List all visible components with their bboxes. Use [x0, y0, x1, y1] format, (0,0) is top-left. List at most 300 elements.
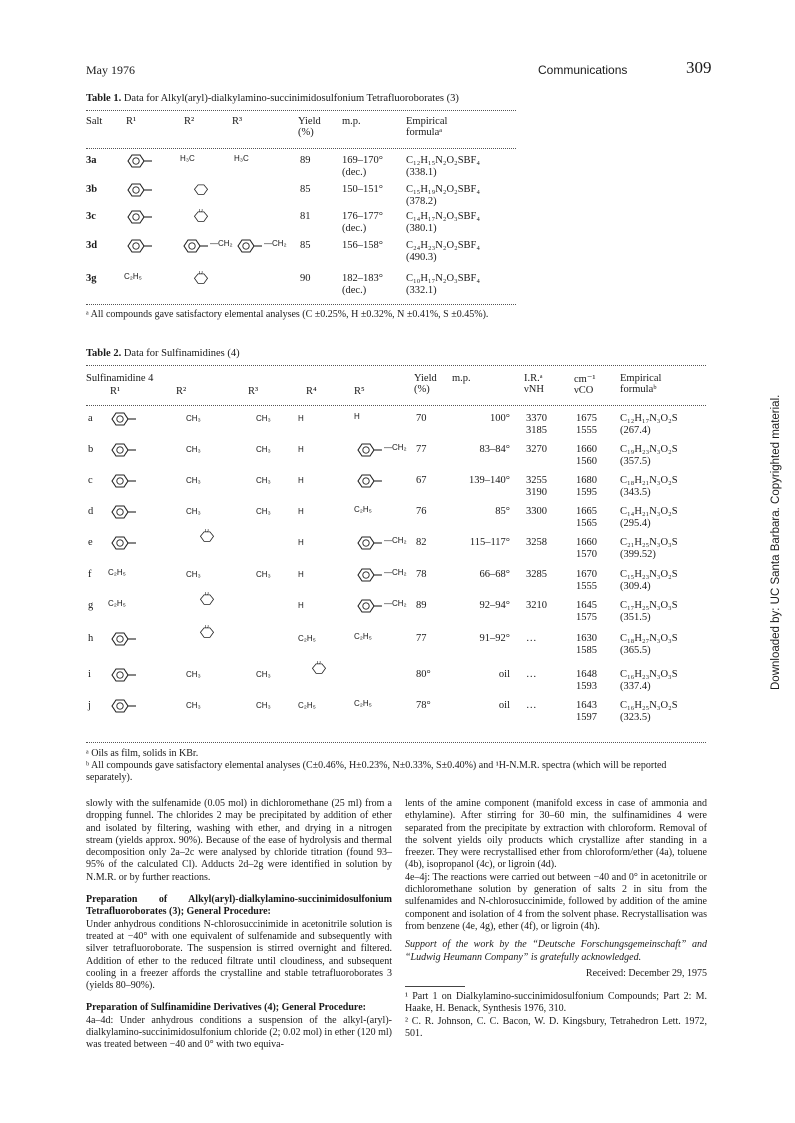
table1-caption-text: Data for Alkyl(aryl)-dialkylamino-succinimidosulfonium Tetrafluoroborates (3): [121, 93, 459, 104]
ir-nh-value: 3370: [526, 413, 547, 424]
ir-co-value: 1575: [576, 612, 597, 623]
r4-cell: [298, 475, 304, 486]
r2-label: CH₃: [186, 445, 201, 454]
ir-co-value: 1648: [576, 669, 597, 680]
ir-co-cell: [576, 444, 597, 468]
ir-co-value: 1585: [576, 645, 597, 656]
r2-cell: [180, 153, 195, 164]
mp-cell: oil: [498, 700, 510, 711]
formula-cell: [406, 240, 480, 264]
table2-bottom-rule: [86, 742, 706, 743]
morpholine-ring-icon: [180, 209, 222, 225]
sulfinamidine-id: j: [88, 700, 91, 711]
formula-cell: [406, 184, 480, 208]
mp-value: 176–177°: [342, 211, 383, 222]
r3-label: CH₃: [256, 701, 271, 710]
table1-row: [86, 184, 526, 210]
references-rule: [405, 986, 465, 987]
formula-value: C₁₄H₁₇N₂O₃SBF₄: [406, 211, 481, 222]
r4-label: H: [298, 507, 304, 516]
r4-label: H: [298, 476, 304, 485]
ir-nh-cell: [526, 475, 547, 499]
table2-row: [86, 569, 716, 597]
r1-label: C₂H₅: [108, 568, 126, 577]
ir-co-value: 1570: [576, 549, 597, 560]
r2-cell: [186, 444, 201, 455]
ir-nh-value: 3258: [526, 537, 547, 548]
ir-co-value: 1560: [576, 456, 597, 467]
table1-body: [86, 155, 526, 300]
mp-value: 182–183°: [342, 273, 383, 284]
yield-cell: 78°: [416, 700, 431, 711]
formula-value: C₁₂H₁₇N₃O₂S: [620, 413, 678, 424]
mw-value: (295.4): [620, 518, 651, 529]
table1-bottom-rule: [86, 304, 516, 305]
ir-co-cell: [576, 475, 597, 499]
morpholine-ring-icon: [186, 592, 228, 608]
phenyl-structure-icon: [108, 667, 150, 683]
ir-co-value: 1593: [576, 681, 597, 692]
phenyl-structure-icon: [354, 473, 396, 489]
yield-cell: 85: [300, 240, 311, 251]
r4-cell: [298, 661, 340, 677]
table2-body: [86, 413, 716, 743]
ir-co-cell: [576, 413, 597, 437]
svg-text:O: O: [204, 592, 209, 597]
mw-value: (323.5): [620, 712, 651, 723]
formula-cell: [620, 537, 678, 561]
mw-value: (490.3): [406, 252, 437, 263]
table1-h-r3: R³: [232, 116, 243, 127]
svg-text:O: O: [198, 209, 203, 214]
table1-h-mp: m.p.: [342, 116, 361, 127]
table1-caption: [86, 93, 459, 104]
mw-value: (378.2): [406, 196, 437, 207]
r5-label: —CH₂: [384, 536, 407, 545]
formula-value: C₂₄H₂₃N₂O₂SBF₄: [406, 240, 481, 251]
formula-cell: [620, 413, 678, 437]
formula-value: C₁₉H₂₃N₃O₂S: [620, 444, 678, 455]
ir-nh-cell: [526, 700, 537, 712]
yield-cell: 82: [416, 537, 427, 548]
svg-text:O: O: [204, 529, 209, 534]
table2-h-ir: I.R.ᵃ νNH: [524, 373, 544, 395]
r4-label: C₂H₅: [298, 701, 316, 710]
r2-cell: [180, 238, 233, 254]
ir-co-value: 1555: [576, 425, 597, 436]
r4-cell: [298, 506, 304, 517]
ir-nh-cell: [526, 506, 547, 518]
r5-cell: [354, 631, 372, 642]
r5-cell: [354, 504, 372, 515]
r4-label: H: [298, 601, 304, 610]
ir-co-value: 1665: [576, 506, 597, 517]
mw-value: (343.5): [620, 487, 651, 498]
ir-co-cell: [576, 537, 597, 561]
sulfinamidine-id: i: [88, 669, 91, 680]
ir-nh-value: 3270: [526, 444, 547, 455]
r4-cell: [298, 700, 316, 711]
ir-co-value: 1595: [576, 487, 597, 498]
phenyl-structure-icon: [108, 535, 150, 551]
r4-cell: [298, 537, 304, 548]
r5-label: —CH₂: [384, 443, 407, 452]
ir-co-cell: [576, 633, 597, 657]
r2-label: CH₃: [186, 701, 201, 710]
r5-cell: [354, 598, 407, 614]
table2-header: [86, 373, 716, 403]
formula-value: C₁₅H₁₉N₂O₂SBF₄: [406, 184, 481, 195]
sulfinamidine-id: f: [88, 569, 92, 580]
mw-value: (338.1): [406, 167, 437, 178]
salt-id: 3a: [86, 155, 97, 166]
formula-cell: [406, 155, 480, 179]
yield-cell: 90: [300, 273, 311, 284]
mw-value: (267.4): [620, 425, 651, 436]
formula-value: C₁₀H₁₇N₂O₃SBF₄: [406, 273, 481, 284]
ir-co-value: 1645: [576, 600, 597, 611]
table2-top-rule: [86, 365, 706, 366]
formula-cell: [620, 444, 678, 468]
r4-label: H: [298, 570, 304, 579]
r3-label: CH₃: [256, 507, 271, 516]
r2-cell: [186, 569, 201, 580]
table2-caption-label: Table 2.: [86, 348, 122, 359]
yield-cell: 70: [416, 413, 427, 424]
r1-cell: [124, 271, 142, 282]
table1-h-r2: R²: [184, 116, 195, 127]
formula-value: C₁₄H₂₁N₃O₂S: [620, 506, 678, 517]
left-paragraph-1: slowly with the sulfenamide (0.05 mol) in dichloromethane (25 ml) from a dropping funnel. The chlorides 2 may be precipitated by addition of ether and isolated by filtering, washing with ether, and drying in a nitrogen stream (yields approx. 90%). Because of the ease of hydrolysis and thermal decomposition only 2a–2c were analysed by chloride titration (found 93–95% of the calculated Cl). Adducts 2d–2g were identified in solution by N.M.R. or by further reactions.: [86, 798, 392, 883]
right-paragraph-1: lents of the amine component (manifold excess in case of ammonia and ethylamine). After stirring for 30–60 min, the sulfinamidines 4 were separated from the precipitate by extraction with chloroform. Removal of the solvent yields oily products which crystallize after standing in a freezer. They were recrystallised ether from chloroform/ether (4a), toluene (4b), isopropanol (4c), or ligroin (4d).: [405, 798, 707, 871]
reference-1: ¹ Part 1 on Dialkylamino-succinimidosulfonium Compounds; Part 2: M. Haake, H. Benack, Synthesis 1976, 310.: [405, 991, 707, 1015]
yield-cell: 85: [300, 184, 311, 195]
r2-label: CH₃: [186, 414, 201, 423]
mp-cell: [342, 240, 383, 252]
r2-label: CH₃: [186, 507, 201, 516]
r2-cell: [186, 475, 201, 486]
ir-nh-value: 3210: [526, 600, 547, 611]
r2-cell: [186, 669, 201, 680]
right-paragraph-2: 4e–4j: The reactions were carried out between −40 and 0° in acetonitrile or dichloromethane solution by generation of salts 2 in situ from the sulfenamides and N-chlorosuccinimide, followed by addition of the amine component and isolation of 4 from the solvent phase. Recrystallisation was from benzene (4e, 4g), ether (4f), or ligroin (4h).: [405, 871, 707, 932]
r5-label: C₂H₅: [354, 632, 372, 641]
r1-cell: [124, 153, 166, 169]
mp-cell: 100°: [490, 413, 510, 424]
r3-cell: [234, 153, 249, 164]
r5-cell: [354, 411, 360, 422]
ir-co-value: 1597: [576, 712, 597, 723]
table1-row: [86, 240, 526, 266]
formula-cell: [620, 633, 678, 657]
r4-cell: [298, 633, 316, 644]
formula-cell: [620, 506, 678, 530]
formula-value: C₁₇H₂₅N₃O₃S: [620, 600, 678, 611]
formula-cell: [620, 600, 678, 624]
salt-id: 3c: [86, 211, 96, 222]
ir-nh-cell: [526, 569, 547, 581]
yield-cell: 78: [416, 569, 427, 580]
ir-nh-value: 3300: [526, 506, 547, 517]
cycloalkyl-ring-icon: [180, 182, 222, 198]
table2-row: [86, 661, 716, 697]
ir-co-cell: [576, 600, 597, 624]
r4-cell: [298, 569, 304, 580]
r3-cell: [256, 569, 271, 580]
table2-h-r3: R³: [248, 386, 259, 397]
sulfinamidine-id: d: [88, 506, 94, 517]
mp-value: 156–158°: [342, 240, 383, 251]
mw-value: (332.1): [406, 285, 437, 296]
formula-cell: [406, 211, 480, 235]
ir-nh-cell: [526, 633, 537, 645]
formula-value: C₁₅H₂₃N₃O₂S: [620, 569, 678, 580]
r3-cell: [256, 475, 271, 486]
table2-h-r5: R⁵: [354, 386, 365, 397]
table2-row: [86, 625, 716, 661]
received-date: Received: December 29, 1975: [585, 967, 707, 979]
mp-note: (dec.): [342, 167, 367, 178]
morpholine-ring-icon: [186, 529, 228, 545]
table1-h-yield: Yield (%): [298, 116, 321, 138]
formula-cell: [406, 273, 480, 297]
reference-2: ² C. R. Johnson, C. C. Bacon, W. D. Kingsbury, Tetrahedron Lett. 1972, 501.: [405, 1015, 707, 1040]
ir-nh-cell: [526, 669, 537, 681]
table1-h-formula: Empirical formulaᵃ: [406, 116, 448, 138]
mw-value: (357.5): [620, 456, 651, 467]
ir-nh-value: 3255: [526, 475, 547, 486]
r5-label: H: [354, 412, 360, 421]
header-date: May 1976: [86, 63, 135, 77]
ir-nh-cell: [526, 537, 547, 549]
ir-co-value: 1675: [576, 413, 597, 424]
formula-value: C₁₂H₁₅N₂O₂SBF₄: [406, 155, 481, 166]
ir-co-cell: [576, 569, 597, 593]
r1-cell: [124, 182, 166, 198]
table2-row: [86, 444, 716, 472]
table1-h-salt: Salt: [86, 116, 103, 127]
ir-co-value: 1670: [576, 569, 597, 580]
mp-cell: [342, 211, 383, 235]
sulfinamidine-id: b: [88, 444, 94, 455]
table2-h-id: Sulfinamidine 4: [86, 373, 154, 384]
r2-cell: [186, 413, 201, 424]
table2-h-r4: R⁴: [306, 386, 317, 397]
r2-label: CH₃: [186, 670, 201, 679]
phenyl-structure-icon: [124, 182, 166, 198]
r3-cell: [256, 506, 271, 517]
ir-co-value: 1555: [576, 581, 597, 592]
r2-cell: [180, 271, 222, 287]
ir-co-cell: [576, 700, 597, 724]
r2-cell: [186, 625, 228, 641]
r1-cell: [108, 504, 150, 520]
yield-cell: 89: [416, 600, 427, 611]
r1-cell: [108, 535, 150, 551]
table2-row: [86, 413, 716, 441]
mp-cell: [342, 184, 383, 196]
r1-cell: [124, 238, 166, 254]
r1-cell: [108, 411, 150, 427]
table1-top-rule: [86, 110, 516, 111]
table2-row: [86, 529, 716, 565]
ir-nh-cell: [526, 444, 547, 456]
ir-co-value: 1660: [576, 444, 597, 455]
r5-cell: [354, 698, 372, 709]
r4-label: C₂H₅: [298, 634, 316, 643]
ir-nh-cell: [526, 413, 547, 437]
mp-cell: [342, 273, 383, 297]
table2-h-mp: m.p.: [452, 373, 471, 384]
table2-row: [86, 700, 716, 728]
morpholine-ring-icon: [180, 271, 222, 287]
left-heading-3: Preparation of Sulfinamidine Derivatives (4); General Procedure:: [86, 1002, 366, 1014]
r3-label: CH₃: [256, 570, 271, 579]
mp-cell: [342, 155, 383, 179]
yield-cell: 77: [416, 633, 427, 644]
table2-row: [86, 592, 716, 628]
svg-text:O: O: [204, 625, 209, 630]
r2-cell: [180, 209, 222, 225]
mw-value: (351.5): [620, 612, 651, 623]
r4-label: H: [298, 445, 304, 454]
mp-value: 150–151°: [342, 184, 383, 195]
formula-value: C₁₈H₂₇N₃O₃S: [620, 633, 678, 644]
salt-id: 3g: [86, 273, 97, 284]
mp-cell: 66–68°: [479, 569, 510, 580]
mp-cell: oil: [498, 669, 510, 680]
r5-cell: [354, 442, 407, 458]
r1-cell: [108, 598, 126, 609]
r3-label: CH₃: [256, 670, 271, 679]
r3-cell: [234, 238, 287, 254]
left-column: [86, 798, 392, 1052]
r4-cell: [298, 444, 304, 455]
ir-co-value: 1565: [576, 518, 597, 529]
ir-co-value: 1630: [576, 633, 597, 644]
sulfinamidine-id: e: [88, 537, 93, 548]
r3-cell: [256, 669, 271, 680]
mp-cell: 83–84°: [479, 444, 510, 455]
r5-label: C₂H₅: [354, 505, 372, 514]
r5-label: —CH₂: [384, 568, 407, 577]
table2-row: [86, 506, 716, 534]
phenyl-structure-icon: [108, 698, 150, 714]
r1-cell: [108, 473, 150, 489]
left-paragraph-3: 4a–4d: Under anhydrous conditions a suspension of the alkyl-(aryl)-dialkylamino-succinimidosulfonium chloride (2; 0.02 mol) in ether (120 ml) was treated between −40 and 0° with two equiva-: [86, 1014, 392, 1051]
salt-id: 3d: [86, 240, 98, 251]
header-section: Communications: [538, 63, 628, 77]
table1-header: [86, 116, 526, 146]
mp-cell: 91–92°: [479, 633, 510, 644]
sulfinamidine-id: h: [88, 633, 94, 644]
phenyl-structure-icon: [108, 411, 150, 427]
sulfinamidine-id: c: [88, 475, 93, 486]
morpholine-ring-icon: [186, 625, 228, 641]
ir-nh-value: 3185: [526, 425, 547, 436]
ir-nh-value: 3285: [526, 569, 547, 580]
r2-cell: [180, 182, 222, 198]
r4-label: H: [298, 414, 304, 423]
formula-value: C₁₆H₂₃N₃O₃S: [620, 669, 678, 680]
ir-co-cell: [576, 506, 597, 530]
yield-cell: 89: [300, 155, 311, 166]
table1-caption-label: Table 1.: [86, 93, 122, 104]
page-number: 309: [686, 58, 712, 77]
r5-cell: [354, 473, 396, 489]
table1-row: [86, 155, 526, 181]
mw-value: (309.4): [620, 581, 651, 592]
r1-label: C₂H₅: [124, 272, 142, 281]
table2-h-co: cm⁻¹ νCO: [574, 374, 596, 396]
phenyl-structure-icon: [124, 209, 166, 225]
formula-cell: [620, 569, 678, 593]
ir-co-value: 1643: [576, 700, 597, 711]
ir-co-value: 1660: [576, 537, 597, 548]
yield-cell: 77: [416, 444, 427, 455]
r3-label: CH₃: [256, 414, 271, 423]
r5-cell: [354, 535, 407, 551]
r3-cell: [256, 444, 271, 455]
table1-footnote: ᵃ All compounds gave satisfactory elemental analyses (C ±0.25%, H ±0.32%, N ±0.41%, S ±0.45%).: [86, 309, 489, 320]
formula-value: C₁₈H₂₁N₃O₂S: [620, 475, 678, 486]
mw-value: (399.52): [620, 549, 656, 560]
table1-row: [86, 211, 526, 237]
ir-nh-value: …: [526, 669, 537, 680]
left-paragraph-2: Under anhydrous conditions N-chlorosuccinimide in acetonitrile solution is treated at −40° with one equivalent of sulfenamide and subsequently with silver tetrafluoroborate. The suspension is stirred overnight and filtered. Addition of ether to the reduced filtrate until cloudiness, and subsequent cooling in a freezer affords the crystalline and stable tetrafluoroborates 3 (yields 80–90%).: [86, 918, 392, 992]
svg-text:O: O: [316, 661, 321, 666]
r1-cell: [108, 698, 150, 714]
r1-cell: [108, 567, 126, 578]
salt-id: 3b: [86, 184, 98, 195]
r5-label: —CH₂: [384, 599, 407, 608]
table1-h-r1: R¹: [126, 116, 137, 127]
r3-cell: [256, 413, 271, 424]
r1-cell: [108, 631, 150, 647]
ir-nh-value: 3190: [526, 487, 547, 498]
phenyl-structure-icon: [124, 238, 166, 254]
table2-footnote-a: ᵃ Oils as film, solids in KBr.: [86, 748, 199, 759]
mw-value: (380.1): [406, 223, 437, 234]
r2-cell: [186, 529, 228, 545]
mp-cell: 92–94°: [479, 600, 510, 611]
phenyl-structure-icon: [108, 442, 150, 458]
formula-cell: [620, 669, 678, 693]
mp-note: (dec.): [342, 285, 367, 296]
table1-row: [86, 273, 526, 299]
table2-header-rule: [86, 405, 706, 406]
mp-value: 169–170°: [342, 155, 383, 166]
ir-nh-value: …: [526, 633, 537, 644]
r2-label: H₃C: [180, 154, 195, 163]
svg-text:O: O: [198, 271, 203, 276]
yield-cell: 80°: [416, 669, 431, 680]
sulfinamidine-id: a: [88, 413, 93, 424]
table2-h-yield: Yield (%): [414, 373, 437, 395]
r1-label: C₂H₅: [108, 599, 126, 608]
mw-value: (365.5): [620, 645, 651, 656]
r3-label: —CH₂: [264, 239, 287, 248]
r3-label: CH₃: [256, 445, 271, 454]
ir-nh-value: …: [526, 700, 537, 711]
phenyl-structure-icon: [108, 631, 150, 647]
r1-cell: [108, 442, 150, 458]
yield-cell: 76: [416, 506, 427, 517]
table2-caption: [86, 348, 240, 359]
r4-cell: [298, 413, 304, 424]
r2-cell: [186, 506, 201, 517]
formula-cell: [620, 700, 678, 724]
table2-h-r2: R²: [176, 386, 187, 397]
